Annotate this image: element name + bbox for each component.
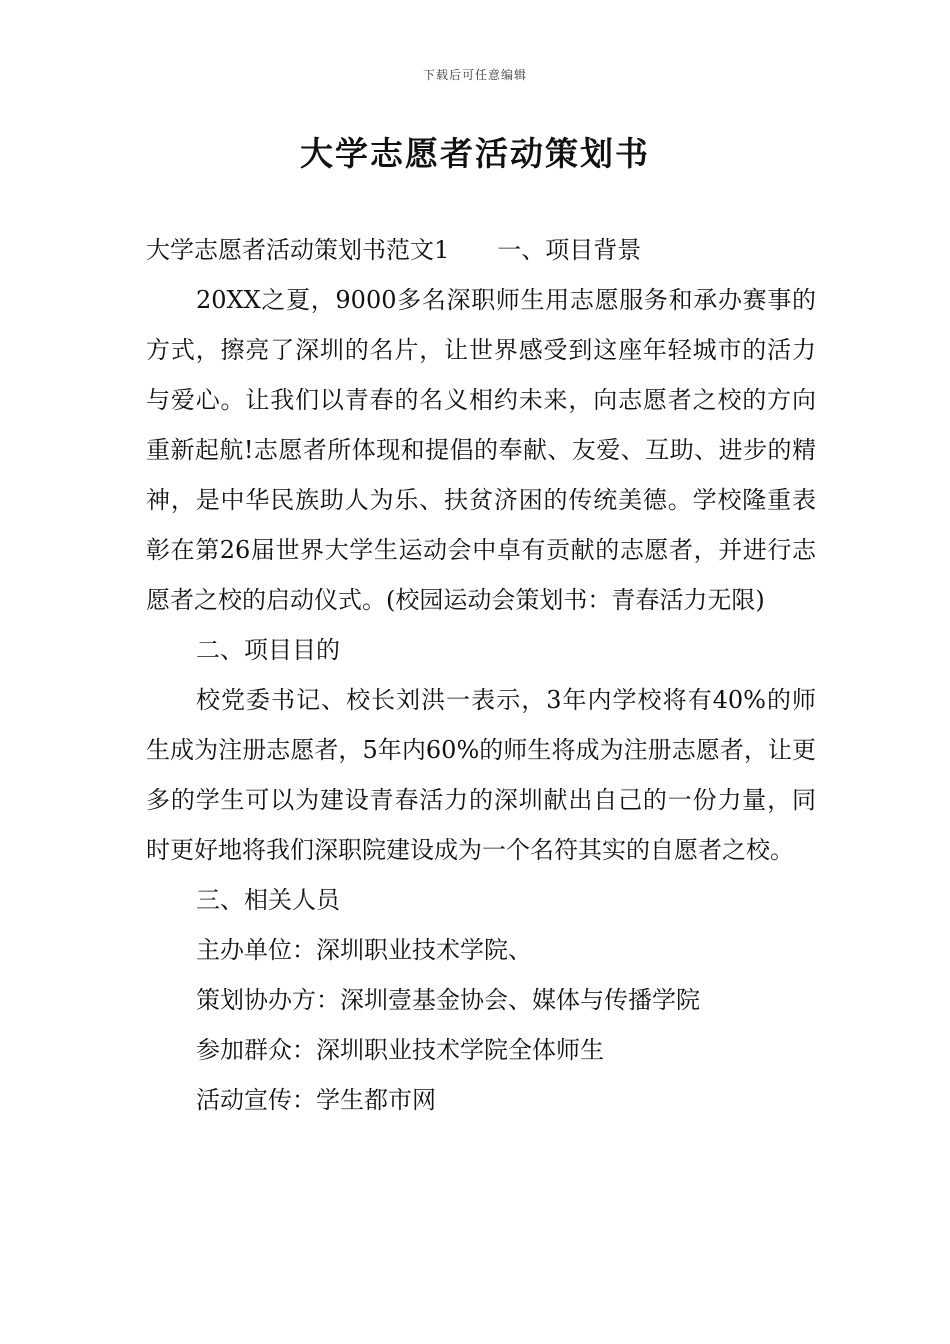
participants-line: 参加群众：深圳职业技术学院全体师生 [196,1036,604,1064]
document-body [146,225,816,1125]
intro-line [146,225,816,275]
section3-heading: 三、相关人员 [196,886,340,914]
co-organizer-line: 策划协办方：深圳壹基金协会、媒体与传播学院 [196,986,700,1014]
section2-heading: 二、项目目的 [196,636,340,664]
document-title: 大学志愿者活动策划书 [300,134,650,173]
purpose-paragraph: 校党委书记、校长刘洪一表示，3年内学校将有40%的师生成为注册志愿者，5年内60%的师生将成为注册志愿者，让更多的学生可以为建设青春活力的深圳献出自己的一份力量，同时更好地将我们深职院建设成为一个名符其实的自愿者之校。 [146,686,816,864]
background-paragraph: 20XX之夏，9000多名深职师生用志愿服务和承办赛事的方式，擦亮了深圳的名片，让世界感受到这座年轻城市的活力与爱心。让我们以青春的名义相约未来，向志愿者之校的方向重新起航!志愿者所体现和提倡的奉献、友爱、互助、进步的精神，是中华民族助人为乐、扶贫济困的传统美德。学校隆重表彰在第26届世界大学生运动会中卓有贡献的志愿者，并进行志愿者之校的启动仪式。(校园运动会策划书：青春活力无限) [146,286,816,614]
organizer-line: 主办单位：深圳职业技术学院、 [196,936,532,964]
publicity-line: 活动宣传：学生都市网 [196,1086,436,1114]
section1-heading: 一、项目背景 [497,236,642,264]
page-header: 下载后可任意编辑 [422,68,527,82]
intro-label: 大学志愿者活动策划书范文1 [146,236,450,264]
